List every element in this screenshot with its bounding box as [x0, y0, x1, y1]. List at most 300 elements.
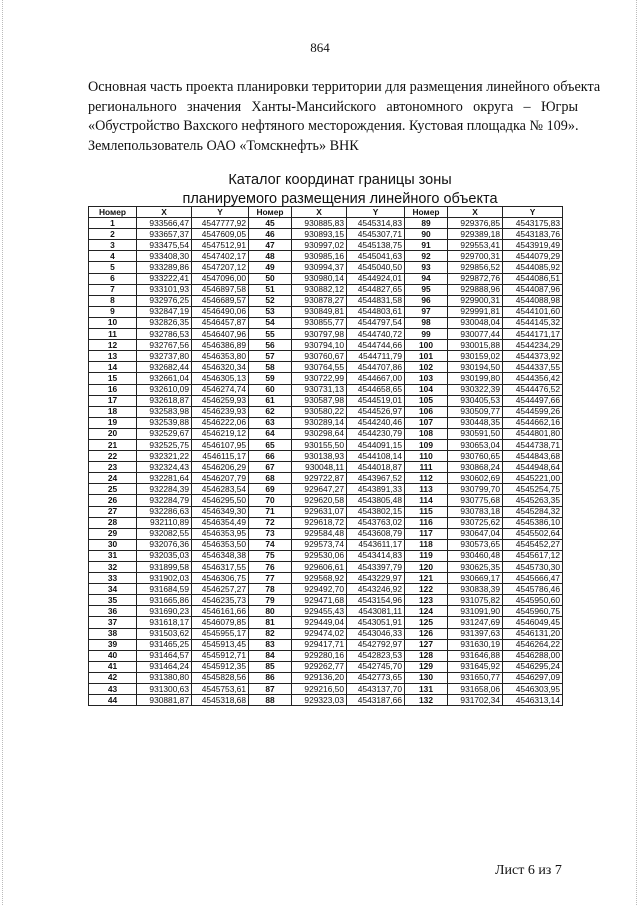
y-coordinate-cell: 4546283,54 [192, 484, 249, 495]
point-number-cell: 61 [249, 395, 292, 406]
x-coordinate-cell: 931075,82 [448, 595, 503, 606]
x-coordinate-cell: 930591,50 [448, 428, 503, 439]
y-coordinate-cell: 4543187,66 [347, 695, 405, 706]
x-coordinate-cell: 933475,54 [137, 240, 192, 251]
intro-line: Землепользователь ОАО «Томскнефть» ВНК [88, 137, 359, 154]
point-number-cell: 115 [405, 506, 448, 517]
point-number-cell: 19 [89, 417, 137, 428]
y-coordinate-cell: 4545912,71 [192, 650, 249, 661]
table-row [89, 550, 563, 561]
x-coordinate-cell: 932786,53 [137, 329, 192, 340]
point-number-cell: 121 [405, 573, 448, 584]
y-coordinate-cell: 4545502,64 [503, 528, 563, 539]
point-number-cell: 13 [89, 351, 137, 362]
y-coordinate-cell: 4545913,45 [192, 639, 249, 650]
header-number: Номер [405, 207, 448, 218]
y-coordinate-cell: 4545307,71 [347, 229, 405, 240]
x-coordinate-cell: 929474,02 [292, 628, 347, 639]
x-coordinate-cell: 931658,06 [448, 684, 503, 695]
x-coordinate-cell: 932767,56 [137, 340, 192, 351]
point-number-cell: 79 [249, 595, 292, 606]
point-number-cell: 1 [89, 218, 137, 229]
point-number-cell: 128 [405, 650, 448, 661]
y-coordinate-cell: 4544526,97 [347, 406, 405, 417]
point-number-cell: 126 [405, 628, 448, 639]
x-coordinate-cell: 933566,47 [137, 218, 192, 229]
x-coordinate-cell: 931300,63 [137, 684, 192, 695]
page-number: 864 [310, 40, 330, 55]
y-coordinate-cell: 4543397,79 [347, 562, 405, 573]
y-coordinate-cell: 4542823,53 [347, 650, 405, 661]
y-coordinate-cell: 4545284,32 [503, 506, 563, 517]
x-coordinate-cell: 930077,44 [448, 329, 503, 340]
y-coordinate-cell: 4544337,55 [503, 362, 563, 373]
point-number-cell: 52 [249, 295, 292, 306]
point-number-cell: 16 [89, 384, 137, 395]
x-coordinate-cell: 929417,71 [292, 639, 347, 650]
x-coordinate-cell: 930722,99 [292, 373, 347, 384]
y-coordinate-cell: 4543967,52 [347, 473, 405, 484]
x-coordinate-cell: 931464,57 [137, 650, 192, 661]
table-row [89, 406, 563, 417]
point-number-cell: 44 [89, 695, 137, 706]
y-coordinate-cell: 4544707,86 [347, 362, 405, 373]
y-coordinate-cell: 4544667,00 [347, 373, 405, 384]
y-coordinate-cell: 4544797,54 [347, 317, 405, 328]
x-coordinate-cell: 932281,64 [137, 473, 192, 484]
y-coordinate-cell: 4543805,48 [347, 495, 405, 506]
x-coordinate-cell: 932529,67 [137, 428, 192, 439]
point-number-cell: 123 [405, 595, 448, 606]
table-row [89, 639, 563, 650]
point-number-cell: 94 [405, 273, 448, 284]
point-number-cell: 92 [405, 251, 448, 262]
header-y: Y [347, 207, 405, 218]
y-coordinate-cell: 4546353,95 [192, 528, 249, 539]
catalog-title-line: планируемого размещения линейного объекта [182, 191, 498, 207]
x-coordinate-cell: 929872,76 [448, 273, 503, 284]
x-coordinate-cell: 930760,67 [292, 351, 347, 362]
table-row [89, 251, 563, 262]
point-number-cell: 66 [249, 451, 292, 462]
point-number-cell: 85 [249, 661, 292, 672]
table-row [89, 484, 563, 495]
table-row [89, 528, 563, 539]
point-number-cell: 78 [249, 584, 292, 595]
x-coordinate-cell: 932110,89 [137, 517, 192, 528]
point-number-cell: 57 [249, 351, 292, 362]
y-coordinate-cell: 4544240,46 [347, 417, 405, 428]
x-coordinate-cell: 929700,31 [448, 251, 503, 262]
point-number-cell: 124 [405, 606, 448, 617]
x-coordinate-cell: 933101,93 [137, 284, 192, 295]
x-coordinate-cell: 930855,77 [292, 317, 347, 328]
table-row [89, 262, 563, 273]
y-coordinate-cell: 4545386,10 [503, 517, 563, 528]
x-coordinate-cell: 932583,98 [137, 406, 192, 417]
x-coordinate-cell: 931503,62 [137, 628, 192, 639]
y-coordinate-cell: 4544356,42 [503, 373, 563, 384]
x-coordinate-cell: 930322,39 [448, 384, 503, 395]
intro-line: регионального значения Ханты-Мансийского автономного округа – Югры [88, 98, 578, 115]
y-coordinate-cell: 4545617,12 [503, 550, 563, 561]
x-coordinate-cell: 930509,77 [448, 406, 503, 417]
point-number-cell: 91 [405, 240, 448, 251]
point-number-cell: 22 [89, 451, 137, 462]
point-number-cell: 60 [249, 384, 292, 395]
y-coordinate-cell: 4546115,17 [192, 451, 249, 462]
y-coordinate-cell: 4546235,73 [192, 595, 249, 606]
point-number-cell: 83 [249, 639, 292, 650]
point-number-cell: 50 [249, 273, 292, 284]
x-coordinate-cell: 932324,43 [137, 462, 192, 473]
y-coordinate-cell: 4544230,79 [347, 428, 405, 439]
x-coordinate-cell: 930625,35 [448, 562, 503, 573]
y-coordinate-cell: 4543891,33 [347, 484, 405, 495]
x-coordinate-cell: 931702,34 [448, 695, 503, 706]
point-number-cell: 99 [405, 329, 448, 340]
y-coordinate-cell: 4544843,68 [503, 451, 563, 462]
table-row [89, 417, 563, 428]
table-row [89, 384, 563, 395]
y-coordinate-cell: 4544519,01 [347, 395, 405, 406]
y-coordinate-cell: 4545040,50 [347, 262, 405, 273]
table-row [89, 617, 563, 628]
x-coordinate-cell: 929856,52 [448, 262, 503, 273]
point-number-cell: 120 [405, 562, 448, 573]
y-coordinate-cell: 4546348,38 [192, 550, 249, 561]
x-coordinate-cell: 931690,23 [137, 606, 192, 617]
table-row [89, 284, 563, 295]
x-coordinate-cell: 930602,69 [448, 473, 503, 484]
point-number-cell: 39 [89, 639, 137, 650]
y-coordinate-cell: 4544086,51 [503, 273, 563, 284]
table-row [89, 329, 563, 340]
x-coordinate-cell: 932539,88 [137, 417, 192, 428]
x-coordinate-cell: 929647,27 [292, 484, 347, 495]
y-coordinate-cell: 4545912,35 [192, 661, 249, 672]
header-x: X [448, 207, 503, 218]
x-coordinate-cell: 930893,15 [292, 229, 347, 240]
x-coordinate-cell: 929568,92 [292, 573, 347, 584]
y-coordinate-cell: 4546897,58 [192, 284, 249, 295]
point-number-cell: 68 [249, 473, 292, 484]
table-row [89, 362, 563, 373]
table-row [89, 517, 563, 528]
header-number: Номер [89, 207, 137, 218]
table-row [89, 584, 563, 595]
point-number-cell: 34 [89, 584, 137, 595]
header-x: X [137, 207, 192, 218]
y-coordinate-cell: 4543611,17 [347, 539, 405, 550]
y-coordinate-cell: 4546219,12 [192, 428, 249, 439]
point-number-cell: 82 [249, 628, 292, 639]
y-coordinate-cell: 4544803,61 [347, 306, 405, 317]
point-number-cell: 97 [405, 306, 448, 317]
point-number-cell: 93 [405, 262, 448, 273]
table-row [89, 395, 563, 406]
table-row [89, 295, 563, 306]
y-coordinate-cell: 4544088,98 [503, 295, 563, 306]
x-coordinate-cell: 932076,36 [137, 539, 192, 550]
x-coordinate-cell: 930405,53 [448, 395, 503, 406]
y-coordinate-cell: 4545221,00 [503, 473, 563, 484]
y-coordinate-cell: 4544108,14 [347, 451, 405, 462]
y-coordinate-cell: 4546407,96 [192, 329, 249, 340]
point-number-cell: 100 [405, 340, 448, 351]
x-coordinate-cell: 929323,03 [292, 695, 347, 706]
point-number-cell: 111 [405, 462, 448, 473]
table-row [89, 218, 563, 229]
x-coordinate-cell: 930885,83 [292, 218, 347, 229]
point-number-cell: 54 [249, 317, 292, 328]
y-coordinate-cell: 4545730,30 [503, 562, 563, 573]
y-coordinate-cell: 4545138,75 [347, 240, 405, 251]
y-coordinate-cell: 4545786,46 [503, 584, 563, 595]
point-number-cell: 106 [405, 406, 448, 417]
y-coordinate-cell: 4546288,00 [503, 650, 563, 661]
y-coordinate-cell: 4546320,34 [192, 362, 249, 373]
y-coordinate-cell: 4543229,97 [347, 573, 405, 584]
table-row [89, 573, 563, 584]
point-number-cell: 72 [249, 517, 292, 528]
x-coordinate-cell: 929991,81 [448, 306, 503, 317]
table-row [89, 661, 563, 672]
y-coordinate-cell: 4544145,32 [503, 317, 563, 328]
table-row [89, 695, 563, 706]
point-number-cell: 63 [249, 417, 292, 428]
x-coordinate-cell: 929606,61 [292, 562, 347, 573]
y-coordinate-cell: 4547096,00 [192, 273, 249, 284]
table-row [89, 462, 563, 473]
point-number-cell: 70 [249, 495, 292, 506]
y-coordinate-cell: 4546257,27 [192, 584, 249, 595]
table-row [89, 672, 563, 683]
x-coordinate-cell: 930799,70 [448, 484, 503, 495]
x-coordinate-cell: 931665,86 [137, 595, 192, 606]
point-number-cell: 105 [405, 395, 448, 406]
y-coordinate-cell: 4545828,56 [192, 672, 249, 683]
point-number-cell: 110 [405, 451, 448, 462]
y-coordinate-cell: 4545263,35 [503, 495, 563, 506]
x-coordinate-cell: 932286,63 [137, 506, 192, 517]
point-number-cell: 37 [89, 617, 137, 628]
x-coordinate-cell: 931902,03 [137, 573, 192, 584]
point-number-cell: 80 [249, 606, 292, 617]
y-coordinate-cell: 4546490,06 [192, 306, 249, 317]
x-coordinate-cell: 931899,58 [137, 562, 192, 573]
x-coordinate-cell: 932661,04 [137, 373, 192, 384]
y-coordinate-cell: 4543175,83 [503, 218, 563, 229]
table-row [89, 428, 563, 439]
x-coordinate-cell: 930783,18 [448, 506, 503, 517]
x-coordinate-cell: 930580,22 [292, 406, 347, 417]
x-coordinate-cell: 932976,25 [137, 295, 192, 306]
x-coordinate-cell: 931380,80 [137, 672, 192, 683]
y-coordinate-cell: 4543046,33 [347, 628, 405, 639]
point-number-cell: 122 [405, 584, 448, 595]
point-number-cell: 35 [89, 595, 137, 606]
point-number-cell: 90 [405, 229, 448, 240]
y-coordinate-cell: 4546295,50 [192, 495, 249, 506]
x-coordinate-cell: 930159,02 [448, 351, 503, 362]
y-coordinate-cell: 4544091,15 [347, 439, 405, 450]
y-coordinate-cell: 4544497,66 [503, 395, 563, 406]
y-coordinate-cell: 4544924,01 [347, 273, 405, 284]
y-coordinate-cell: 4547609,05 [192, 229, 249, 240]
point-number-cell: 31 [89, 550, 137, 561]
y-coordinate-cell: 4546303,95 [503, 684, 563, 695]
point-number-cell: 95 [405, 284, 448, 295]
point-number-cell: 77 [249, 573, 292, 584]
catalog-title [0, 171, 640, 209]
y-coordinate-cell: 4546353,50 [192, 539, 249, 550]
point-number-cell: 48 [249, 251, 292, 262]
intro-line: «Обустройство Вахского нефтяного месторождения. Кустовая площадка № 109». [88, 118, 579, 134]
x-coordinate-cell: 931397,63 [448, 628, 503, 639]
x-coordinate-cell: 932682,44 [137, 362, 192, 373]
table-row [89, 373, 563, 384]
point-number-cell: 98 [405, 317, 448, 328]
point-number-cell: 18 [89, 406, 137, 417]
y-coordinate-cell: 4546457,87 [192, 317, 249, 328]
left-margin-line [2, 0, 3, 905]
x-coordinate-cell: 930194,50 [448, 362, 503, 373]
table-row [89, 273, 563, 284]
table-header-row [89, 207, 563, 218]
x-coordinate-cell: 929584,48 [292, 528, 347, 539]
table-row [89, 628, 563, 639]
x-coordinate-cell: 932737,80 [137, 351, 192, 362]
point-number-cell: 113 [405, 484, 448, 495]
point-number-cell: 104 [405, 384, 448, 395]
x-coordinate-cell: 931646,88 [448, 650, 503, 661]
y-coordinate-cell: 4546274,74 [192, 384, 249, 395]
point-number-cell: 56 [249, 340, 292, 351]
y-coordinate-cell: 4546222,06 [192, 417, 249, 428]
header-y: Y [192, 207, 249, 218]
y-coordinate-cell: 4546386,89 [192, 340, 249, 351]
y-coordinate-cell: 4546297,09 [503, 672, 563, 683]
y-coordinate-cell: 4543051,91 [347, 617, 405, 628]
point-number-cell: 36 [89, 606, 137, 617]
y-coordinate-cell: 4546239,93 [192, 406, 249, 417]
point-number-cell: 114 [405, 495, 448, 506]
y-coordinate-cell: 4544476,52 [503, 384, 563, 395]
x-coordinate-cell: 933289,86 [137, 262, 192, 273]
x-coordinate-cell: 929449,04 [292, 617, 347, 628]
point-number-cell: 23 [89, 462, 137, 473]
table-row [89, 650, 563, 661]
point-number-cell: 69 [249, 484, 292, 495]
y-coordinate-cell: 4544801,80 [503, 428, 563, 439]
x-coordinate-cell: 933408,30 [137, 251, 192, 262]
y-coordinate-cell: 4546264,22 [503, 639, 563, 650]
point-number-cell: 20 [89, 428, 137, 439]
table-row [89, 317, 563, 328]
point-number-cell: 96 [405, 295, 448, 306]
y-coordinate-cell: 4546107,95 [192, 439, 249, 450]
x-coordinate-cell: 930868,24 [448, 462, 503, 473]
point-number-cell: 84 [249, 650, 292, 661]
point-number-cell: 6 [89, 273, 137, 284]
y-coordinate-cell: 4544101,60 [503, 306, 563, 317]
y-coordinate-cell: 4543919,49 [503, 240, 563, 251]
x-coordinate-cell: 929471,68 [292, 595, 347, 606]
point-number-cell: 118 [405, 539, 448, 550]
y-coordinate-cell: 4546306,75 [192, 573, 249, 584]
point-number-cell: 74 [249, 539, 292, 550]
point-number-cell: 62 [249, 406, 292, 417]
point-number-cell: 30 [89, 539, 137, 550]
y-coordinate-cell: 4544373,92 [503, 351, 563, 362]
point-number-cell: 107 [405, 417, 448, 428]
point-number-cell: 117 [405, 528, 448, 539]
y-coordinate-cell: 4545753,61 [192, 684, 249, 695]
x-coordinate-cell: 930794,10 [292, 340, 347, 351]
point-number-cell: 131 [405, 684, 448, 695]
point-number-cell: 73 [249, 528, 292, 539]
x-coordinate-cell: 930797,98 [292, 329, 347, 340]
table-row [89, 595, 563, 606]
point-number-cell: 119 [405, 550, 448, 561]
table-body [89, 218, 563, 706]
y-coordinate-cell: 4544171,17 [503, 329, 563, 340]
x-coordinate-cell: 932618,87 [137, 395, 192, 406]
y-coordinate-cell: 4546079,85 [192, 617, 249, 628]
x-coordinate-cell: 929376,85 [448, 218, 503, 229]
table-row [89, 506, 563, 517]
y-coordinate-cell: 4542745,70 [347, 661, 405, 672]
point-number-cell: 53 [249, 306, 292, 317]
y-coordinate-cell: 4543802,15 [347, 506, 405, 517]
x-coordinate-cell: 931618,17 [137, 617, 192, 628]
point-number-cell: 12 [89, 340, 137, 351]
y-coordinate-cell: 4545960,75 [503, 606, 563, 617]
point-number-cell: 81 [249, 617, 292, 628]
x-coordinate-cell: 930015,88 [448, 340, 503, 351]
x-coordinate-cell: 929216,50 [292, 684, 347, 695]
y-coordinate-cell: 4544744,66 [347, 340, 405, 351]
table-row [89, 539, 563, 550]
y-coordinate-cell: 4544662,16 [503, 417, 563, 428]
point-number-cell: 86 [249, 672, 292, 683]
x-coordinate-cell: 933657,37 [137, 229, 192, 240]
point-number-cell: 51 [249, 284, 292, 295]
y-coordinate-cell: 4546206,29 [192, 462, 249, 473]
y-coordinate-cell: 4546353,80 [192, 351, 249, 362]
y-coordinate-cell: 4545955,17 [192, 628, 249, 639]
y-coordinate-cell: 4546689,57 [192, 295, 249, 306]
x-coordinate-cell: 930155,50 [292, 439, 347, 450]
point-number-cell: 58 [249, 362, 292, 373]
point-number-cell: 64 [249, 428, 292, 439]
x-coordinate-cell: 932284,79 [137, 495, 192, 506]
y-coordinate-cell: 4546131,20 [503, 628, 563, 639]
x-coordinate-cell: 929631,07 [292, 506, 347, 517]
y-coordinate-cell: 4543763,02 [347, 517, 405, 528]
point-number-cell: 132 [405, 695, 448, 706]
x-coordinate-cell: 930573,65 [448, 539, 503, 550]
point-number-cell: 2 [89, 229, 137, 240]
document-intro [88, 78, 601, 156]
point-number-cell: 28 [89, 517, 137, 528]
y-coordinate-cell: 4546259,93 [192, 395, 249, 406]
x-coordinate-cell: 929136,20 [292, 672, 347, 683]
x-coordinate-cell: 929455,43 [292, 606, 347, 617]
x-coordinate-cell: 930587,98 [292, 395, 347, 406]
y-coordinate-cell: 4542773,65 [347, 672, 405, 683]
